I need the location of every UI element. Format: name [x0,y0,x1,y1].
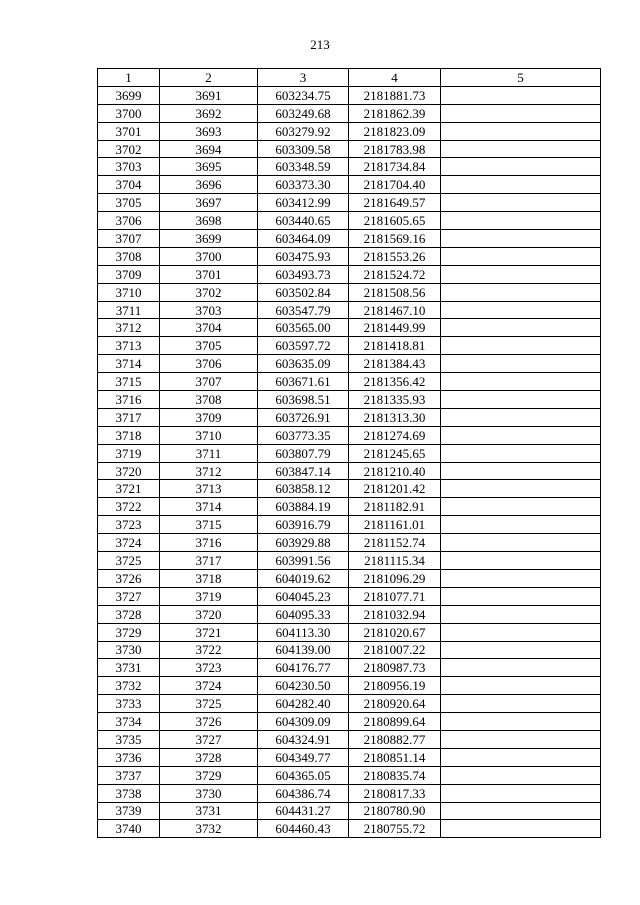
cell-x-coordinate: 603884.19 [258,498,349,516]
table-row [98,820,601,838]
table-row [98,426,601,444]
table-row [98,230,601,248]
table-row [98,265,601,283]
cell-sequence-number: 3728 [160,748,258,766]
table-row [98,355,601,373]
cell-note [441,140,601,158]
column-header-1: 1 [98,69,160,87]
cell-x-coordinate: 603234.75 [258,86,349,104]
cell-point-number: 3706 [98,212,160,230]
cell-note [441,408,601,426]
cell-sequence-number: 3729 [160,766,258,784]
cell-y-coordinate: 2180851.14 [349,748,441,766]
cell-y-coordinate: 2181201.42 [349,480,441,498]
cell-x-coordinate: 603547.79 [258,301,349,319]
cell-sequence-number: 3714 [160,498,258,516]
table-row [98,283,601,301]
cell-point-number: 3726 [98,569,160,587]
cell-sequence-number: 3712 [160,462,258,480]
table-row [98,373,601,391]
cell-point-number: 3712 [98,319,160,337]
cell-x-coordinate: 603929.88 [258,534,349,552]
cell-y-coordinate: 2181245.65 [349,444,441,462]
cell-y-coordinate: 2180920.64 [349,695,441,713]
cell-note [441,730,601,748]
table-row [98,623,601,641]
table-row [98,122,601,140]
cell-sequence-number: 3699 [160,230,258,248]
cell-x-coordinate: 603807.79 [258,444,349,462]
cell-x-coordinate: 603991.56 [258,552,349,570]
cell-sequence-number: 3707 [160,373,258,391]
cell-sequence-number: 3694 [160,140,258,158]
cell-sequence-number: 3705 [160,337,258,355]
cell-point-number: 3725 [98,552,160,570]
cell-y-coordinate: 2181881.73 [349,86,441,104]
cell-note [441,677,601,695]
table-row [98,534,601,552]
cell-note [441,301,601,319]
cell-y-coordinate: 2181704.40 [349,176,441,194]
table-row [98,408,601,426]
cell-y-coordinate: 2180882.77 [349,730,441,748]
cell-y-coordinate: 2181823.09 [349,122,441,140]
cell-note [441,373,601,391]
cell-note [441,194,601,212]
cell-y-coordinate: 2181152.74 [349,534,441,552]
cell-x-coordinate: 604019.62 [258,569,349,587]
cell-y-coordinate: 2181449.99 [349,319,441,337]
cell-point-number: 3728 [98,605,160,623]
cell-sequence-number: 3709 [160,408,258,426]
cell-sequence-number: 3695 [160,158,258,176]
cell-point-number: 3703 [98,158,160,176]
cell-point-number: 3737 [98,766,160,784]
cell-note [441,713,601,731]
cell-point-number: 3704 [98,176,160,194]
table-row [98,730,601,748]
cell-x-coordinate: 603493.73 [258,265,349,283]
cell-point-number: 3732 [98,677,160,695]
table-row [98,480,601,498]
cell-x-coordinate: 604139.00 [258,641,349,659]
cell-y-coordinate: 2181862.39 [349,104,441,122]
cell-point-number: 3723 [98,516,160,534]
cell-point-number: 3730 [98,641,160,659]
cell-y-coordinate: 2181077.71 [349,587,441,605]
cell-point-number: 3731 [98,659,160,677]
cell-point-number: 3738 [98,784,160,802]
cell-note [441,784,601,802]
cell-sequence-number: 3702 [160,283,258,301]
table-body [98,86,601,837]
cell-sequence-number: 3720 [160,605,258,623]
cell-x-coordinate: 603726.91 [258,408,349,426]
cell-note [441,659,601,677]
cell-note [441,748,601,766]
page-number: 213 [310,37,330,52]
cell-y-coordinate: 2181313.30 [349,408,441,426]
cell-note [441,444,601,462]
table-row [98,784,601,802]
cell-y-coordinate: 2181649.57 [349,194,441,212]
cell-sequence-number: 3692 [160,104,258,122]
table-row [98,748,601,766]
cell-point-number: 3707 [98,230,160,248]
cell-note [441,319,601,337]
cell-y-coordinate: 2180899.64 [349,713,441,731]
cell-x-coordinate: 603464.09 [258,230,349,248]
cell-y-coordinate: 2181210.40 [349,462,441,480]
cell-y-coordinate: 2181734.84 [349,158,441,176]
cell-sequence-number: 3711 [160,444,258,462]
table-row [98,391,601,409]
cell-y-coordinate: 2181182.91 [349,498,441,516]
cell-point-number: 3739 [98,802,160,820]
cell-x-coordinate: 603671.61 [258,373,349,391]
header-row [98,69,601,87]
cell-point-number: 3724 [98,534,160,552]
cell-point-number: 3702 [98,140,160,158]
cell-sequence-number: 3697 [160,194,258,212]
cell-point-number: 3700 [98,104,160,122]
table-row [98,104,601,122]
cell-point-number: 3715 [98,373,160,391]
cell-note [441,247,601,265]
cell-sequence-number: 3706 [160,355,258,373]
table-header [98,69,601,87]
cell-y-coordinate: 2180956.19 [349,677,441,695]
cell-x-coordinate: 604460.43 [258,820,349,838]
cell-y-coordinate: 2181524.72 [349,265,441,283]
cell-sequence-number: 3693 [160,122,258,140]
cell-sequence-number: 3718 [160,569,258,587]
table-row [98,516,601,534]
cell-sequence-number: 3725 [160,695,258,713]
cell-note [441,552,601,570]
cell-y-coordinate: 2181335.93 [349,391,441,409]
cell-x-coordinate: 604309.09 [258,713,349,731]
cell-note [441,766,601,784]
cell-y-coordinate: 2181467.10 [349,301,441,319]
cell-x-coordinate: 603412.99 [258,194,349,212]
column-header-5: 5 [441,69,601,87]
cell-point-number: 3721 [98,480,160,498]
cell-x-coordinate: 604386.74 [258,784,349,802]
cell-note [441,265,601,283]
cell-point-number: 3709 [98,265,160,283]
cell-point-number: 3699 [98,86,160,104]
cell-sequence-number: 3704 [160,319,258,337]
cell-x-coordinate: 604349.77 [258,748,349,766]
cell-note [441,587,601,605]
table-row [98,247,601,265]
cell-point-number: 3718 [98,426,160,444]
table-row [98,569,601,587]
column-header-4: 4 [349,69,441,87]
cell-note [441,86,601,104]
cell-note [441,337,601,355]
table-row [98,319,601,337]
table-row [98,86,601,104]
cell-note [441,230,601,248]
cell-x-coordinate: 604230.50 [258,677,349,695]
cell-note [441,569,601,587]
cell-sequence-number: 3713 [160,480,258,498]
table-row [98,605,601,623]
cell-sequence-number: 3730 [160,784,258,802]
cell-point-number: 3708 [98,247,160,265]
cell-y-coordinate: 2181605.65 [349,212,441,230]
cell-y-coordinate: 2181783.98 [349,140,441,158]
cell-point-number: 3716 [98,391,160,409]
cell-sequence-number: 3715 [160,516,258,534]
cell-note [441,462,601,480]
table-row [98,641,601,659]
cell-point-number: 3729 [98,623,160,641]
cell-x-coordinate: 603279.92 [258,122,349,140]
cell-point-number: 3711 [98,301,160,319]
cell-point-number: 3710 [98,283,160,301]
cell-point-number: 3705 [98,194,160,212]
cell-sequence-number: 3722 [160,641,258,659]
cell-sequence-number: 3717 [160,552,258,570]
cell-point-number: 3713 [98,337,160,355]
cell-sequence-number: 3701 [160,265,258,283]
table-row [98,802,601,820]
cell-note [441,104,601,122]
table-row [98,552,601,570]
cell-x-coordinate: 604431.27 [258,802,349,820]
cell-sequence-number: 3732 [160,820,258,838]
table-row [98,677,601,695]
cell-sequence-number: 3723 [160,659,258,677]
cell-note [441,641,601,659]
cell-note [441,158,601,176]
cell-note [441,623,601,641]
cell-y-coordinate: 2181553.26 [349,247,441,265]
cell-y-coordinate: 2181274.69 [349,426,441,444]
column-header-3: 3 [258,69,349,87]
cell-note [441,802,601,820]
cell-y-coordinate: 2181569.16 [349,230,441,248]
cell-x-coordinate: 603858.12 [258,480,349,498]
cell-point-number: 3701 [98,122,160,140]
cell-sequence-number: 3731 [160,802,258,820]
table-row [98,659,601,677]
cell-note [441,122,601,140]
cell-point-number: 3717 [98,408,160,426]
cell-x-coordinate: 604365.05 [258,766,349,784]
cell-sequence-number: 3719 [160,587,258,605]
cell-point-number: 3740 [98,820,160,838]
cell-note [441,534,601,552]
cell-x-coordinate: 603249.68 [258,104,349,122]
table-row [98,158,601,176]
cell-x-coordinate: 604282.40 [258,695,349,713]
cell-sequence-number: 3721 [160,623,258,641]
cell-y-coordinate: 2180987.73 [349,659,441,677]
cell-y-coordinate: 2181115.34 [349,552,441,570]
cell-x-coordinate: 604176.77 [258,659,349,677]
cell-note [441,391,601,409]
cell-x-coordinate: 604095.33 [258,605,349,623]
cell-y-coordinate: 2180755.72 [349,820,441,838]
cell-x-coordinate: 603309.58 [258,140,349,158]
table-row [98,498,601,516]
cell-x-coordinate: 603773.35 [258,426,349,444]
cell-x-coordinate: 603440.65 [258,212,349,230]
cell-point-number: 3734 [98,713,160,731]
table-row [98,176,601,194]
cell-x-coordinate: 604324.91 [258,730,349,748]
cell-x-coordinate: 603635.09 [258,355,349,373]
cell-sequence-number: 3724 [160,677,258,695]
cell-point-number: 3727 [98,587,160,605]
cell-note [441,426,601,444]
cell-note [441,212,601,230]
cell-note [441,695,601,713]
cell-x-coordinate: 603916.79 [258,516,349,534]
cell-note [441,283,601,301]
cell-y-coordinate: 2181508.56 [349,283,441,301]
table-row [98,587,601,605]
cell-y-coordinate: 2181020.67 [349,623,441,641]
coordinates-table [97,68,601,838]
cell-sequence-number: 3708 [160,391,258,409]
cell-y-coordinate: 2180817.33 [349,784,441,802]
cell-note [441,516,601,534]
cell-y-coordinate: 2181007.22 [349,641,441,659]
cell-x-coordinate: 603502.84 [258,283,349,301]
cell-point-number: 3735 [98,730,160,748]
cell-point-number: 3733 [98,695,160,713]
cell-sequence-number: 3710 [160,426,258,444]
cell-sequence-number: 3700 [160,247,258,265]
cell-sequence-number: 3698 [160,212,258,230]
cell-sequence-number: 3726 [160,713,258,731]
cell-point-number: 3722 [98,498,160,516]
cell-x-coordinate: 603698.51 [258,391,349,409]
table-row [98,337,601,355]
table-row [98,194,601,212]
cell-point-number: 3719 [98,444,160,462]
cell-sequence-number: 3716 [160,534,258,552]
cell-y-coordinate: 2181161.01 [349,516,441,534]
table-row [98,301,601,319]
table-row [98,766,601,784]
cell-note [441,498,601,516]
table-row [98,444,601,462]
cell-x-coordinate: 603565.00 [258,319,349,337]
table-row [98,462,601,480]
cell-x-coordinate: 603373.30 [258,176,349,194]
table-row [98,140,601,158]
table-row [98,212,601,230]
cell-y-coordinate: 2181032.94 [349,605,441,623]
cell-note [441,820,601,838]
cell-x-coordinate: 603348.59 [258,158,349,176]
cell-sequence-number: 3727 [160,730,258,748]
table-row [98,713,601,731]
cell-x-coordinate: 604045.23 [258,587,349,605]
cell-note [441,480,601,498]
cell-point-number: 3714 [98,355,160,373]
cell-x-coordinate: 603475.93 [258,247,349,265]
cell-note [441,605,601,623]
cell-note [441,355,601,373]
cell-sequence-number: 3691 [160,86,258,104]
table-row [98,695,601,713]
cell-x-coordinate: 603847.14 [258,462,349,480]
cell-y-coordinate: 2180780.90 [349,802,441,820]
cell-y-coordinate: 2181384.43 [349,355,441,373]
cell-point-number: 3736 [98,748,160,766]
cell-y-coordinate: 2181356.42 [349,373,441,391]
cell-point-number: 3720 [98,462,160,480]
cell-y-coordinate: 2181096.29 [349,569,441,587]
cell-x-coordinate: 603597.72 [258,337,349,355]
cell-x-coordinate: 604113.30 [258,623,349,641]
cell-sequence-number: 3696 [160,176,258,194]
cell-note [441,176,601,194]
column-header-2: 2 [160,69,258,87]
cell-y-coordinate: 2180835.74 [349,766,441,784]
cell-sequence-number: 3703 [160,301,258,319]
cell-y-coordinate: 2181418.81 [349,337,441,355]
